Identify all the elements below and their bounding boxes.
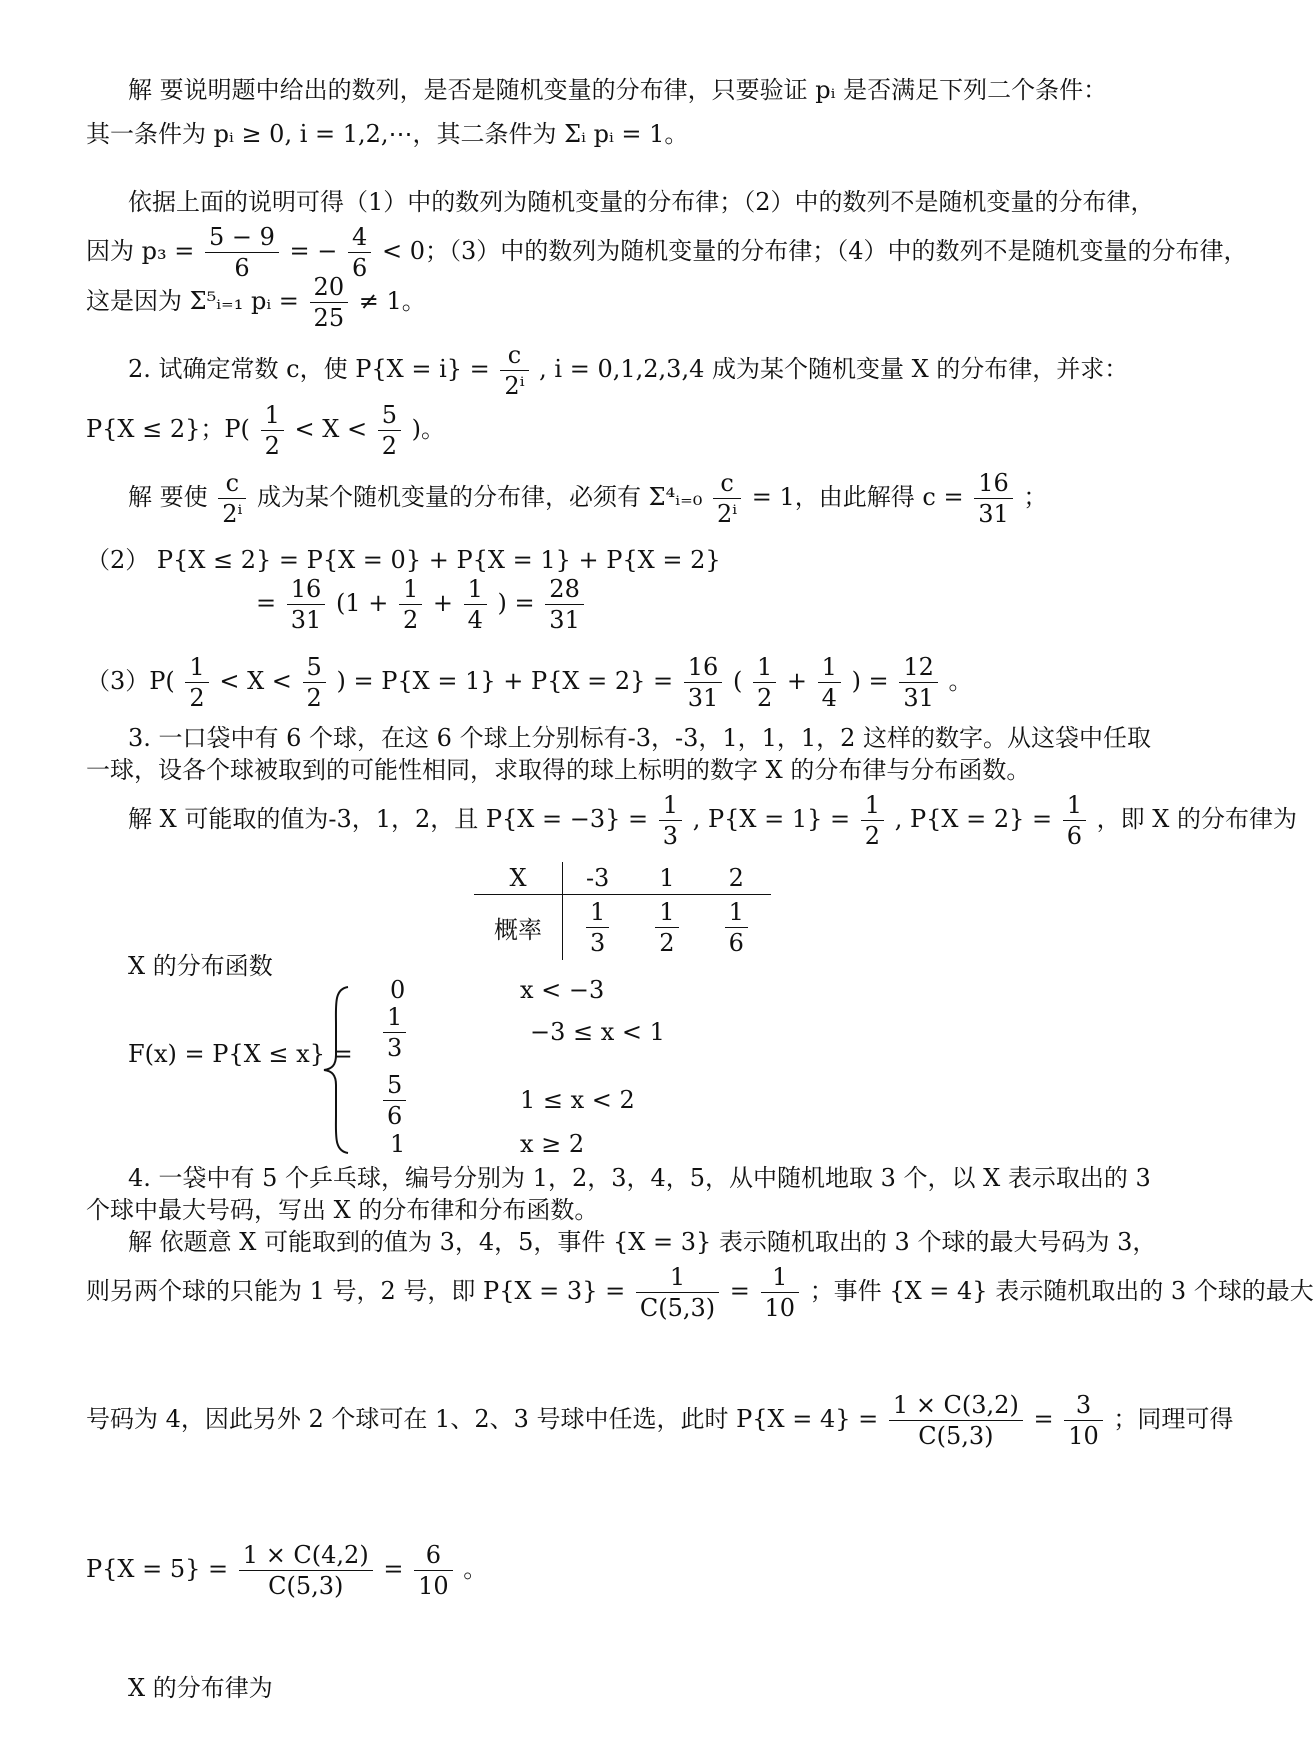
fraction: [464, 574, 487, 635]
fraction: [761, 1262, 800, 1323]
table-header-cell: X: [474, 862, 563, 895]
question-4-line-2: 个球中最大号码，写出 X 的分布律和分布函数。: [86, 1196, 599, 1224]
fraction: [383, 1070, 406, 1131]
text: = 1，由此解得 c =: [751, 483, 964, 511]
fraction: [303, 652, 326, 713]
text: 解 X 可能取的值为-3，1，2，且 P{X = −3} =: [128, 805, 649, 833]
table-header-cell: 2: [728, 864, 744, 892]
denominator: 4: [821, 684, 837, 712]
question-3-line-1: 3. 一口袋中有 6 个球，在这 6 个球上分别标有-3，-3，1，1，1，2 这样的数字。从这袋中任取: [128, 724, 1152, 752]
numerator: 1: [725, 897, 748, 928]
numerator: 1: [399, 574, 422, 605]
text: P{X ≤ 2}；P(: [86, 415, 250, 443]
cdf-condition-1: x < −3: [520, 976, 605, 1004]
text: 。: [948, 667, 973, 695]
text: (1 +: [335, 589, 389, 617]
fraction: [725, 897, 748, 958]
numerator: 16: [287, 574, 326, 605]
text: （3）P(: [86, 667, 175, 695]
text: , P{X = 1} =: [692, 805, 851, 833]
solution-4-line-5: X 的分布律为: [128, 1674, 273, 1702]
fraction: [545, 574, 584, 635]
question-2-line-2: [86, 400, 445, 461]
numerator: 1: [753, 652, 776, 683]
distribution-table-3: [474, 862, 771, 960]
text: =: [729, 1277, 750, 1305]
fraction: [899, 652, 938, 713]
text: ) =: [497, 589, 535, 617]
text: , i = 0,1,2,3,4 成为某个随机变量 X 的分布律，并求：: [539, 355, 1129, 383]
text: 因为 p₃ =: [86, 237, 195, 265]
fraction: [861, 790, 884, 851]
denominator: C(5,3): [268, 1572, 344, 1600]
numerator: 1: [1063, 790, 1086, 821]
fraction: [310, 272, 349, 333]
question-3-line-2: 一球，设各个球被取到的可能性相同，求取得的球上标明的数字 X 的分布律与分布函数。: [86, 756, 1031, 784]
text: = −: [289, 237, 338, 265]
text: 解 要使: [128, 483, 208, 511]
table-row-label: 概率: [474, 895, 563, 961]
text: 这是因为 Σ⁵ᵢ₌₁ pᵢ =: [86, 287, 299, 315]
denominator: 4: [467, 606, 483, 634]
solution-2-line-4: [86, 652, 973, 713]
fraction: [261, 400, 284, 461]
numerator: c: [713, 468, 741, 499]
fraction: [655, 897, 678, 958]
left-brace-icon: [322, 985, 350, 1155]
text: ，即 X 的分布律为: [1096, 805, 1297, 833]
solution-3-line-1: [128, 790, 1297, 851]
text: =: [383, 1555, 404, 1583]
solution-1-line-2: 其一条件为 pᵢ ≥ 0, i = 1,2,⋯，其二条件为 Σᵢ pᵢ = 1。: [86, 120, 689, 148]
denominator: 2ⁱ: [222, 500, 243, 528]
denominator: 6: [352, 254, 368, 282]
numerator: 16: [684, 652, 723, 683]
denominator: 6: [234, 254, 250, 282]
numerator: c: [500, 340, 528, 371]
solution-4-line-1: 解 依题意 X 可能取到的值为 3，4，5，事件 {X = 3} 表示随机取出的 3 个球的最大号码为 3，: [128, 1228, 1157, 1256]
numerator: 1: [383, 1002, 406, 1033]
cdf-condition-4: x ≥ 2: [520, 1130, 585, 1158]
question-2-line-1: [128, 340, 1128, 401]
fraction: [753, 652, 776, 713]
fraction: [1063, 790, 1086, 851]
text: 则另两个球的只能为 1 号，2 号，即 P{X = 3} =: [86, 1277, 626, 1305]
numerator: c: [218, 468, 246, 499]
denominator: 2ⁱ: [717, 500, 738, 528]
question-4-line-1: 4. 一袋中有 5 个乒乓球，编号分别为 1，2，3，4，5，从中随机地取 3 个，以 X 表示取出的 3: [128, 1164, 1151, 1192]
denominator: 2: [381, 432, 397, 460]
denominator: 6: [387, 1102, 403, 1130]
cdf-condition-2: −3 ≤ x < 1: [530, 1018, 665, 1046]
fraction: [239, 1540, 373, 1601]
numerator: 1: [818, 652, 841, 683]
fraction: [974, 468, 1013, 529]
fraction: [414, 1540, 453, 1601]
solution-2-line-2: （2） P{X ≤ 2} = P{X = 0} + P{X = 1} + P{X = 2}: [86, 546, 721, 574]
fraction: [818, 652, 841, 713]
numerator: 5: [303, 652, 326, 683]
denominator: 6: [728, 929, 744, 957]
text: , P{X = 2} =: [894, 805, 1053, 833]
denominator: 2: [659, 929, 675, 957]
text: ) =: [851, 667, 889, 695]
numerator: 3: [1064, 1390, 1103, 1421]
solution-4-line-3: [86, 1390, 1233, 1451]
fraction: [500, 340, 528, 401]
denominator: 31: [978, 500, 1009, 528]
fraction: [659, 790, 682, 851]
text: < X <: [219, 667, 292, 695]
fraction: [586, 897, 609, 958]
text: ；: [1023, 483, 1048, 511]
solution-1-line-5: [86, 272, 426, 333]
numerator: 20: [310, 272, 349, 303]
denominator: 10: [418, 1572, 449, 1600]
text: 2. 试确定常数 c，使 P{X = i} =: [128, 355, 490, 383]
denominator: 31: [549, 606, 580, 634]
text: +: [786, 667, 807, 695]
denominator: 31: [687, 684, 719, 712]
text: =: [256, 589, 277, 617]
denominator: 31: [903, 684, 934, 712]
text: 。: [463, 1555, 488, 1583]
solution-1-line-1: 解 要说明题中给出的数列，是否是随机变量的分布律，只要验证 pᵢ 是否满足下列二个条件：: [128, 76, 1108, 104]
text: +: [432, 589, 453, 617]
denominator: 2ⁱ: [504, 372, 525, 400]
cdf-condition-3: 1 ≤ x < 2: [520, 1086, 635, 1114]
denominator: 25: [313, 304, 345, 332]
solution-1-line-3: 依据上面的说明可得（1）中的数列为随机变量的分布律；（2）中的数列不是随机变量的分布律，: [128, 188, 1155, 216]
cdf-lhs: F(x) = P{X ≤ x} =: [128, 1040, 353, 1068]
text: 号码为 4，因此另外 2 个球可在 1、2、3 号球中任选，此时 P{X = 4} =: [86, 1405, 879, 1433]
fraction: [378, 400, 401, 461]
text: ；事件 {X = 4} 表示随机取出的 3 个球的最大: [809, 1277, 1314, 1305]
numerator: 5 − 9: [205, 222, 279, 253]
fraction: [383, 1002, 406, 1063]
numerator: 28: [545, 574, 584, 605]
solution-4-line-4: [86, 1540, 487, 1601]
table-row: [474, 862, 771, 895]
denominator: 2: [189, 684, 205, 712]
text: P{X = 5} =: [86, 1555, 229, 1583]
denominator: 2: [402, 606, 419, 634]
denominator: C(5,3): [918, 1422, 994, 1450]
denominator: 3: [662, 822, 679, 850]
table-cell: [702, 895, 771, 961]
text: ≠ 1。: [358, 287, 426, 315]
text: < X <: [294, 415, 368, 443]
numerator: 12: [899, 652, 938, 683]
denominator: C(5,3): [639, 1294, 716, 1322]
denominator: 2: [306, 684, 322, 712]
numerator: 1: [464, 574, 487, 605]
fraction: [185, 652, 208, 713]
numerator: 1 × C(3,2): [889, 1390, 1023, 1421]
numerator: 5: [383, 1070, 406, 1101]
denominator: 10: [764, 1294, 796, 1322]
fraction: [713, 468, 741, 529]
fraction: [1064, 1390, 1103, 1451]
solution-2-line-1: [128, 468, 1047, 529]
fraction: [684, 652, 723, 713]
numerator: 16: [974, 468, 1013, 499]
table-header-cell: -3: [585, 864, 610, 892]
numerator: 1: [636, 1262, 719, 1293]
denominator: 31: [290, 606, 322, 634]
text: ) = P{X = 1} + P{X = 2} =: [336, 667, 674, 695]
numerator: 1: [261, 400, 284, 431]
cdf-value-1: 0: [390, 976, 406, 1004]
fraction: [889, 1390, 1023, 1451]
solution-2-line-3: [256, 574, 587, 635]
numerator: 4: [348, 222, 371, 253]
fraction: [399, 574, 422, 635]
text: < 0；（3）中的数列为随机变量的分布律；（4）中的数列不是随机变量的分布律，: [381, 237, 1248, 265]
table-header-cell: 1: [659, 864, 675, 892]
text: ；同理可得: [1113, 1405, 1234, 1433]
cdf-label: X 的分布函数: [128, 952, 273, 980]
numerator: 1: [185, 652, 208, 683]
table-cell: [563, 895, 633, 961]
denominator: 3: [387, 1034, 403, 1062]
numerator: 1: [586, 897, 609, 928]
solution-4-line-2: [86, 1262, 1314, 1323]
text: =: [1033, 1405, 1054, 1433]
numerator: 1: [861, 790, 884, 821]
denominator: 2: [756, 684, 773, 712]
cdf-value-2: [380, 1002, 409, 1063]
numerator: 1 × C(4,2): [239, 1540, 373, 1571]
denominator: 6: [1066, 822, 1083, 850]
cdf-value-3: [380, 1070, 409, 1131]
fraction: [218, 468, 246, 529]
table-cell: [632, 895, 701, 961]
numerator: 5: [378, 400, 401, 431]
text: 成为某个随机变量的分布律，必须有 Σ⁴ᵢ₌₀: [257, 483, 703, 511]
denominator: 2: [864, 822, 881, 850]
numerator: 6: [414, 1540, 453, 1571]
cdf-value-4: 1: [390, 1130, 406, 1158]
distribution-table: [474, 862, 771, 960]
numerator: 1: [659, 790, 682, 821]
numerator: 1: [655, 897, 678, 928]
denominator: 10: [1068, 1422, 1099, 1450]
text: (: [732, 667, 743, 695]
table-row: [474, 895, 771, 961]
denominator: 2: [264, 432, 280, 460]
numerator: 1: [761, 1262, 800, 1293]
fraction: [636, 1262, 719, 1323]
fraction: [287, 574, 326, 635]
denominator: 3: [590, 929, 606, 957]
text: )。: [411, 415, 445, 443]
